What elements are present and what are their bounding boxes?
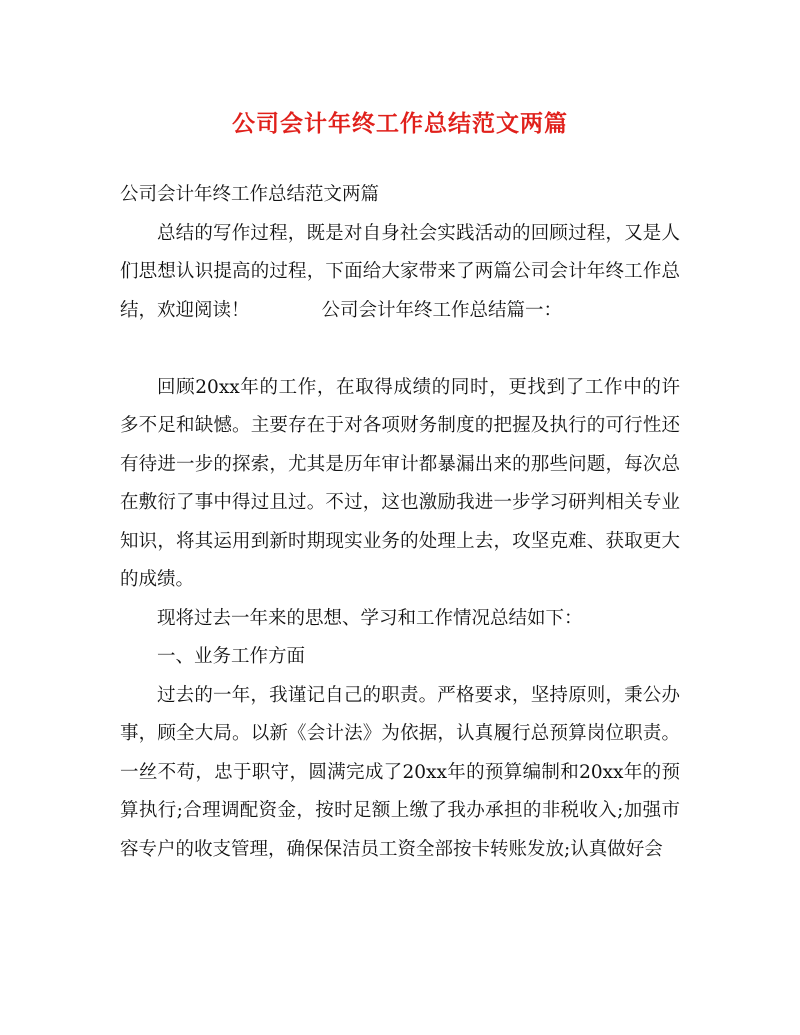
section-heading: 一、业务工作方面 — [157, 646, 306, 667]
document-body — [120, 176, 680, 869]
document-title: 公司会计年终工作总结范文两篇 — [232, 110, 568, 137]
intro-text: 总结的写作过程，既是对自身社会实践活动的回顾过程，又是人们思想认识提高的过程，下面给大家带来了两篇公司会计年终工作总结，欢迎阅读！ — [120, 222, 680, 321]
business-paragraph: 过去的一年，我谨记自己的职责。严格要求，坚持原则，秉公办事，顾全大局。以新《会计法》为依据，认真履行总预算岗位职责。一丝不苟，忠于职守，圆满完成了20xx年的预算编制和20xx年的预算执行;合理调配资金，按时足额上缴了我办承担的非税收入;加强市容专户的收支管理，确保保洁员工资全部按卡转账发放;认真做好会 — [120, 684, 680, 860]
document-subtitle: 公司会计年终工作总结范文两篇 — [120, 184, 380, 205]
summary-intro-paragraph: 现将过去一年来的思想、学习和工作情况总结如下： — [157, 607, 583, 629]
blank-line — [120, 330, 680, 369]
part-one-heading: 公司会计年终工作总结篇一： — [321, 299, 563, 321]
intro-paragraph — [120, 215, 680, 331]
review-paragraph: 回顾20xx年的工作，在取得成绩的同时，更找到了工作中的许多不足和缺憾。主要存在于对各项财务制度的把握及执行的可行性还有待进一步的探索，尤其是历年审计都暴漏出来的那些问题，每次总在敷衍了事中得过且过。不过，这也激励我进一步学习研判相关专业知识，将其运用到新时期现实业务的处理上去，攻坚克难、获取更大的成绩。 — [120, 376, 680, 590]
